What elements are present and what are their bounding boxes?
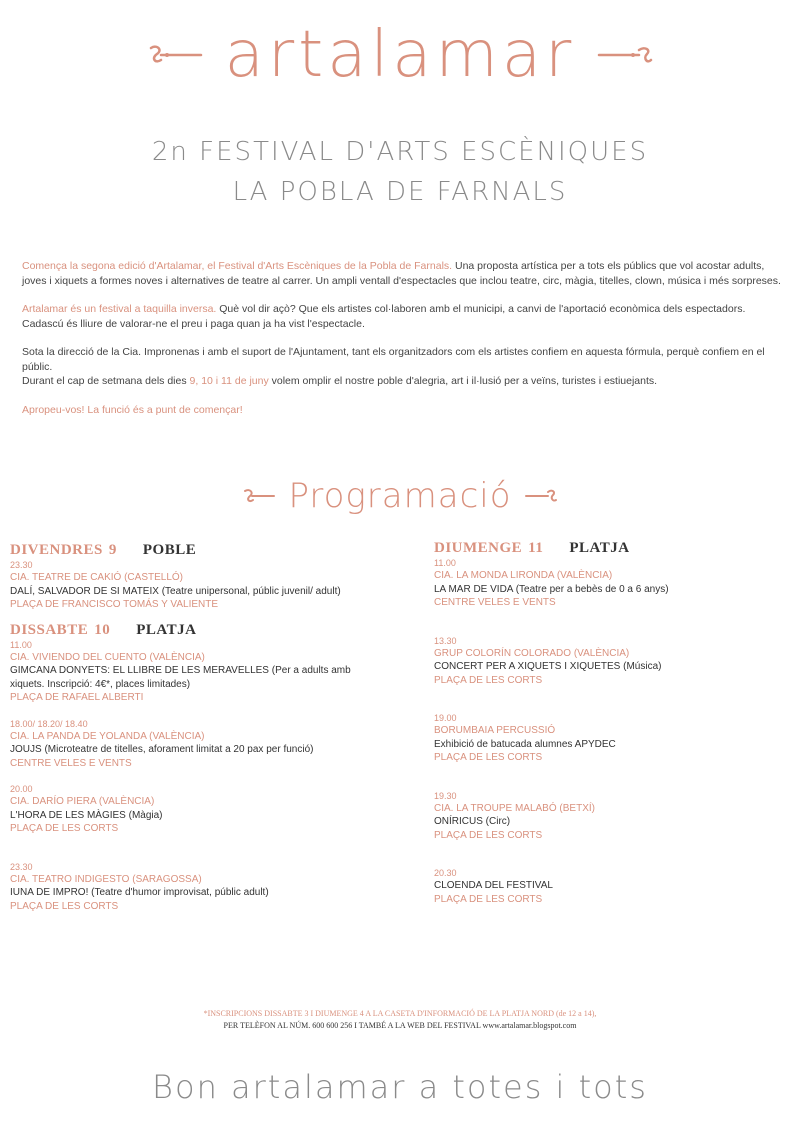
day-place: PLATJA (136, 621, 197, 638)
event-venue: PLAÇA DE LES CORTS (434, 893, 543, 905)
event-company: BORUMBAIA PERCUSSIÓ (434, 725, 556, 736)
intro-paragraph-1 (22, 259, 782, 288)
event-time: 11.00 (434, 558, 456, 568)
event-entry (10, 560, 370, 612)
intro-body-4a: Durant el cap de setmana dels dies (22, 375, 190, 387)
event-entry (434, 558, 784, 610)
intro-body-2: Què vol dir açò? Que els artistes col·laboren amb el municipi, a canvi de l'aportació econòmica dels espectadors. Cadascú és lliure de valorar-ne el preu i paga quan ja ha vist l'espectacle. (22, 303, 746, 330)
intro-paragraph-3: Sota la direcció de la Cia. Impronenas i amb el suport de l'Ajuntament, tant els organitzadors com els artistes confiem en aquesta fórmula, perquè confiem en el públic. (22, 346, 765, 373)
event-time: 20.00 (10, 784, 33, 794)
event-venue: PLAÇA DE RAFAEL ALBERTI (10, 692, 144, 703)
event-time: 23.30 (10, 560, 33, 570)
footer-greeting: Bon artalamar a totes i tots (152, 1068, 648, 1106)
event-show: CONCERT PER A XIQUETS I XIQUETES (Música) (434, 661, 662, 672)
event-time: 19.00 (434, 713, 457, 723)
event-time: 18.00/ 18.20/ 18.40 (10, 718, 88, 729)
event-entry (10, 862, 370, 914)
event-company: CIA. LA TROUPE MALABÓ (BETXÍ) (434, 802, 595, 814)
event-company: GRUP COLORÍN COLORADO (VALÈNCIA) (434, 647, 630, 659)
right-small-swirl-icon (524, 487, 558, 505)
event-time: 11.00 (10, 639, 32, 650)
festival-title: artalamar (224, 18, 576, 92)
schedule-right-column (434, 538, 784, 906)
event-show: CLOENDA DEL FESTIVAL (434, 880, 553, 891)
day-heading-friday (10, 540, 370, 560)
event-show: DALÍ, SALVADOR DE SI MATEIX (Teatre unipersonal, públic juvenil/ adult) (10, 585, 341, 597)
event-venue: PLAÇA DE LES CORTS (434, 829, 543, 841)
event-venue: PLAÇA DE LES CORTS (434, 674, 543, 686)
programacio-title: Programació (288, 476, 512, 516)
event-entry (434, 636, 784, 688)
event-time: 19.30 (434, 790, 457, 801)
event-show: Exhibició de batucada alumnes APYDEC (434, 738, 616, 750)
day-number: 11 (528, 540, 544, 556)
event-show: ONÍRICUS (Circ) (434, 816, 511, 827)
event-venue: PLAÇA DE LES CORTS (434, 752, 543, 763)
event-venue: PLAÇA DE LES CORTS (10, 823, 119, 834)
footnote-contact: PER TELÈFON AL NÚM. 600 600 256 I TAMBÉ A LA WEB DEL FESTIVAL www.artalamar.blogspot.com (223, 1021, 577, 1030)
event-entry (434, 791, 784, 843)
intro-highlight-2: Artalamar és un festival a taquilla inversa. (22, 303, 217, 315)
event-show: L'HORA DE LES MÀGIES (Màgia) (10, 809, 163, 821)
right-swirl-icon (597, 42, 653, 68)
intro-paragraph-2 (22, 302, 782, 331)
event-time: 13.30 (434, 635, 457, 646)
event-show: IUNA DE IMPRO! (Teatre d'humor improvisat, públic adult) (10, 887, 269, 898)
event-company: CIA. TEATRE DE CAKIÓ (CASTELLÓ) (10, 572, 183, 583)
event-entry (10, 719, 370, 771)
event-entry (10, 640, 370, 705)
event-company: CIA. DARÍO PIERA (VALÈNCIA) (10, 796, 155, 807)
day-heading-saturday (10, 620, 370, 640)
day-place: POBLE (142, 542, 197, 558)
festival-location: LA POBLA DE FARNALS (232, 177, 568, 207)
festival-subtitle: 2n FESTIVAL D'ARTS ESCÈNIQUES (151, 137, 649, 167)
event-time: 23.30 (10, 861, 33, 872)
event-show: LA MAR DE VIDA (Teatre per a bebès de 0 a 6 anys) (434, 583, 669, 595)
event-company: CIA. TEATRO INDIGESTO (SARAGOSSA) (10, 873, 202, 885)
event-entry (434, 713, 784, 765)
event-show: JOUJS (Microteatre de titelles, aforament limitat a 20 pax per funció) (10, 744, 314, 755)
intro-body-4b: volem omplir el nostre poble d'alegria, art i il·lusió per a veïns, turistes i estiuejants. (268, 375, 658, 387)
event-venue: CENTRE VELES E VENTS (434, 597, 556, 608)
intro-highlight-1: Comença la segona edició d'Artalamar, el Festival d'Arts Escèniques de la Pobla de Farnals. (22, 260, 453, 272)
left-small-swirl-icon (242, 487, 276, 505)
footnote (0, 1008, 800, 1032)
intro-call-to-action: Apropeu-vos! La funció és a punt de començar! (22, 403, 243, 416)
left-swirl-icon (147, 42, 203, 68)
intro-text (22, 259, 782, 431)
day-name: DIUMENGE (434, 540, 523, 556)
event-venue: PLAÇA DE FRANCISCO TOMÁS Y VALIENTE (10, 599, 219, 610)
intro-body-1: Una proposta artística per a tots els públics que vol acostar adults, joves i xiquets a formes noves i alternatives de teatre al carrer. Un ampli ventall d'espectacles que inclou teatre, circ, màgia, titelles, clown, música i més sorpreses. (22, 260, 781, 287)
intro-dates: 9, 10 i 11 de juny (189, 375, 269, 387)
event-entry (434, 868, 784, 906)
day-number: 9 (108, 542, 117, 558)
event-show: GIMCANA DONYETS: EL LLIBRE DE LES MERAVELLES (Per a adults amb xiquets. Inscripció: 4€*, places limitades) (10, 665, 351, 690)
day-name: DIVENDRES (10, 542, 103, 558)
day-heading-sunday (434, 538, 784, 558)
programacio-header (0, 476, 800, 516)
intro-paragraph-4 (22, 374, 782, 389)
event-company: CIA. LA MONDA LIRONDA (VALÈNCIA) (434, 570, 613, 581)
day-number: 10 (94, 621, 111, 638)
event-venue: PLAÇA DE LES CORTS (10, 900, 119, 912)
event-time: 20.30 (434, 868, 457, 878)
footnote-inscriptions: *INSCRIPCIONS DISSABTE 3 I DIUMENGE 4 A LA CASETA D'INFORMACIÓ DE LA PLATJA NORD (de 12 a 14), (203, 1009, 597, 1018)
day-place: PLATJA (569, 540, 630, 556)
schedule-left-column (10, 540, 370, 913)
title-row (0, 20, 800, 90)
event-company: CIA. LA PANDA DE YOLANDA (VALÈNCIA) (10, 730, 205, 742)
header (0, 20, 800, 212)
day-name: DISSABTE (10, 621, 89, 638)
event-company: CIA. VIVIENDO DEL CUENTO (VALÈNCIA) (10, 651, 205, 663)
event-venue: CENTRE VELES E VENTS (10, 757, 132, 769)
event-entry (10, 784, 370, 836)
